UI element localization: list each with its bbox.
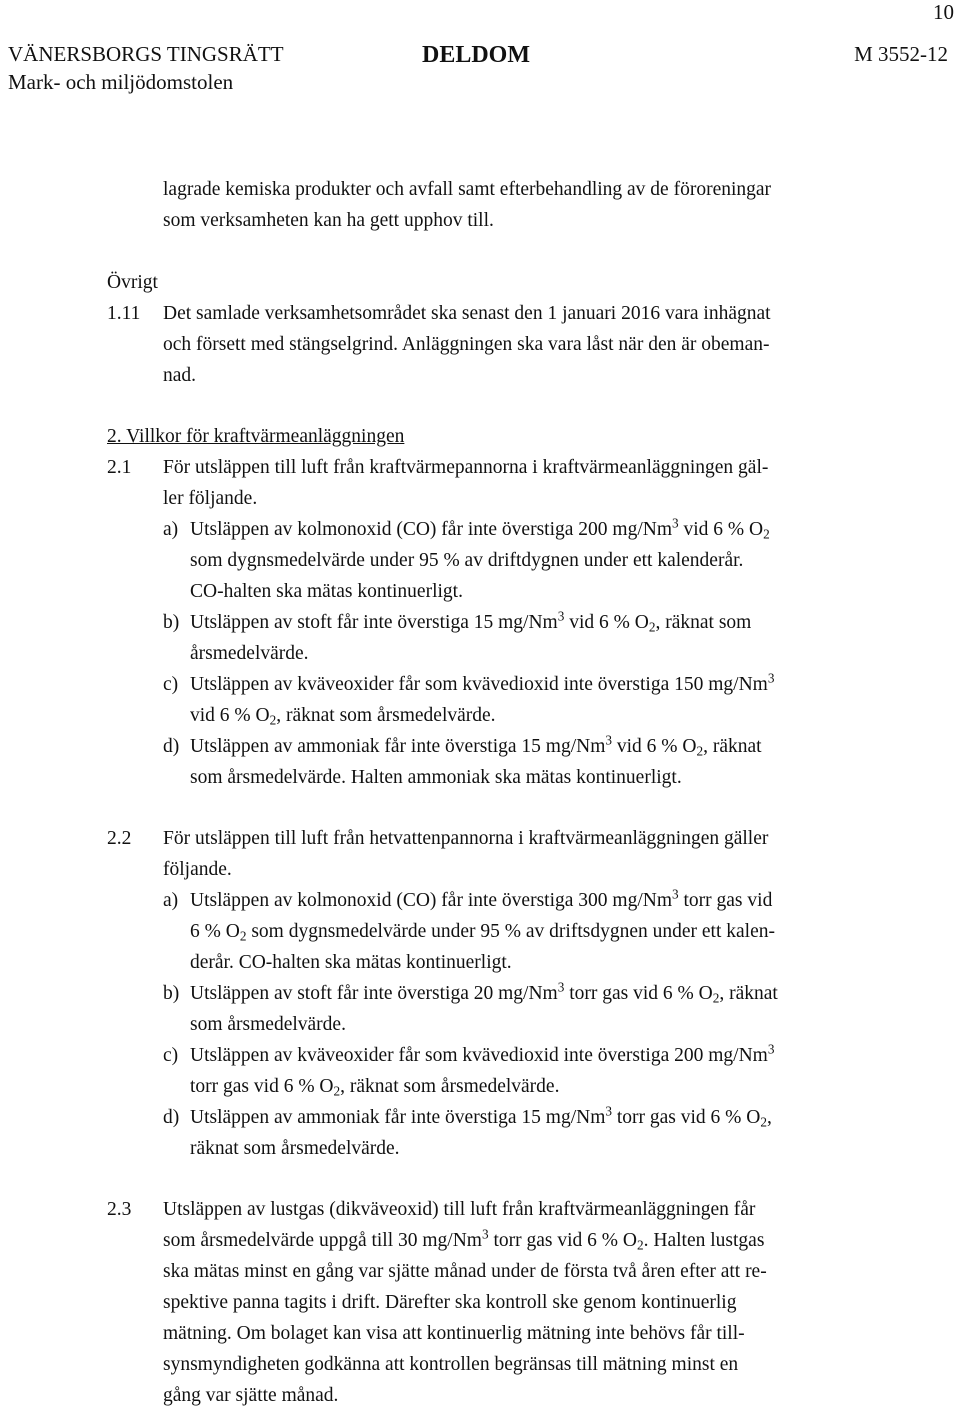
item-2-2-d-label: d) [163, 1107, 180, 1128]
item-2-2-a-line-1: Utsläppen av kolmonoxid (CO) får inte överstiga 300 mg/Nm$^3$ torr gas vid [190, 886, 773, 911]
condition-2-3-line-3: ska mätas minst en gång var sjätte månad under de första två åren efter att re- [163, 1261, 767, 1282]
condition-number-2-3: 2.3 [107, 1199, 132, 1220]
condition-2-3-line-5: mätning. Om bolaget kan visa att kontinuerlig mätning inte behövs får till- [163, 1323, 745, 1344]
condition-2-3-line-4: spektive panna tagits i drift. Därefter ska kontroll ske genom kontinuerlig [163, 1292, 737, 1313]
item-2-1-b-label: b) [163, 612, 180, 633]
case-number: M 3552-12 [854, 42, 948, 66]
document-type: DELDOM [422, 42, 530, 68]
item-2-1-d-line-1: Utsläppen av ammoniak får inte överstiga 15 mg/Nm$^3$ vid 6 % $O_2$, räknat [190, 732, 762, 759]
item-2-2-d-line-1: Utsläppen av ammoniak får inte överstiga 15 mg/Nm$^3$ torr gas vid 6 % $O_2$, [190, 1103, 772, 1130]
condition-2-3-line-7: gång var sjätte månad. [163, 1385, 339, 1406]
item-2-1-c-line-1: Utsläppen av kväveoxider får som kvävedioxid inte överstiga 150 mg/Nm$^3$ [190, 670, 775, 695]
item-2-1-a-line-3: CO-halten ska mätas kontinuerligt. [190, 581, 463, 602]
item-2-2-c-label: c) [163, 1045, 179, 1066]
intro-line-1: lagrade kemiska produkter och avfall samt efterbehandling av de föroreningar [163, 179, 772, 200]
condition-2-2-line-2: följande. [163, 859, 232, 880]
item-2-2-c-line-1: Utsläppen av kväveoxider får som kvävedioxid inte överstiga 200 mg/Nm$^3$ [190, 1041, 775, 1066]
condition-1-11-line-1: Det samlade verksamhetsområdet ska senast den 1 januari 2016 vara inhägnat [163, 303, 771, 324]
section-2-heading: 2. Villkor för kraftvärmeanläggningen [107, 426, 405, 447]
page-number: 10 [933, 0, 954, 24]
item-2-2-d-line-2: räknat som årsmedelvärde. [190, 1138, 400, 1159]
item-2-2-a-label: a) [163, 890, 179, 911]
condition-2-3-line-1: Utsläppen av lustgas (dikväveoxid) till luft från kraftvärmeanläggningen får [163, 1199, 756, 1220]
item-2-1-a-line-2: som dygnsmedelvärde under 95 % av driftdygnen under ett kalenderår. [190, 550, 744, 571]
condition-1-11-line-3: nad. [163, 365, 197, 386]
condition-number-2-2: 2.2 [107, 828, 132, 849]
item-2-1-d-label: d) [163, 736, 180, 757]
condition-number-1-11: 1.11 [107, 303, 141, 324]
condition-2-2-line-1: För utsläppen till luft från hetvattenpannorna i kraftvärmeanläggningen gäller [163, 828, 769, 849]
item-2-2-b-line-2: som årsmedelvärde. [190, 1014, 346, 1035]
condition-2-3-line-6: synsmyndigheten godkänna att kontrollen begränsas till mätning minst en [163, 1354, 739, 1375]
intro-line-2: som verksamheten kan ha gett upphov till. [163, 210, 494, 231]
item-2-1-c-line-2: vid 6 % $O_2$, räknat som årsmedelvärde. [190, 705, 496, 728]
condition-1-11-line-2: och försett med stängselgrind. Anläggningen ska vara låst när den är obeman- [163, 334, 770, 355]
item-2-1-b-line-1: Utsläppen av stoft får inte överstiga 15 mg/Nm$^3$ vid 6 % $O_2$, räknat som [190, 608, 752, 635]
condition-2-1-line-1: För utsläppen till luft från kraftvärmepannorna i kraftvärmeanläggningen gäl- [163, 457, 769, 478]
item-2-1-b-line-2: årsmedelvärde. [190, 643, 309, 664]
court-name: VÄNERSBORGS TINGSRÄTT [8, 42, 284, 66]
ovrigt-heading: Övrigt [107, 272, 158, 293]
item-2-2-a-line-2: 6 % $O_2$ som dygnsmedelvärde under 95 % av driftsdygnen under ett kalen- [190, 921, 775, 944]
item-2-1-a-line-1: Utsläppen av kolmonoxid (CO) får inte överstiga 200 mg/Nm$^3$ vid 6 % $O_2$ [190, 515, 770, 542]
item-2-1-d-line-2: som årsmedelvärde. Halten ammoniak ska mätas kontinuerligt. [190, 767, 682, 788]
condition-number-2-1: 2.1 [107, 457, 132, 478]
item-2-1-c-label: c) [163, 674, 179, 695]
condition-2-1-line-2: ler följande. [163, 488, 258, 509]
court-department: Mark- och miljödomstolen [8, 70, 234, 94]
item-2-2-b-line-1: Utsläppen av stoft får inte överstiga 20 mg/Nm$^3$ torr gas vid 6 % $O_2$, räknat [190, 979, 778, 1006]
item-2-2-c-line-2: torr gas vid 6 % $O_2$, räknat som årsmedelvärde. [190, 1076, 560, 1099]
condition-2-3-line-2: som årsmedelvärde uppgå till 30 mg/Nm$^3$ torr gas vid 6 % $O_2$. Halten lustgas [163, 1226, 765, 1253]
item-2-1-a-label: a) [163, 519, 179, 540]
item-2-2-b-label: b) [163, 983, 180, 1004]
item-2-2-a-line-3: derår. CO-halten ska mätas kontinuerligt. [190, 952, 512, 973]
